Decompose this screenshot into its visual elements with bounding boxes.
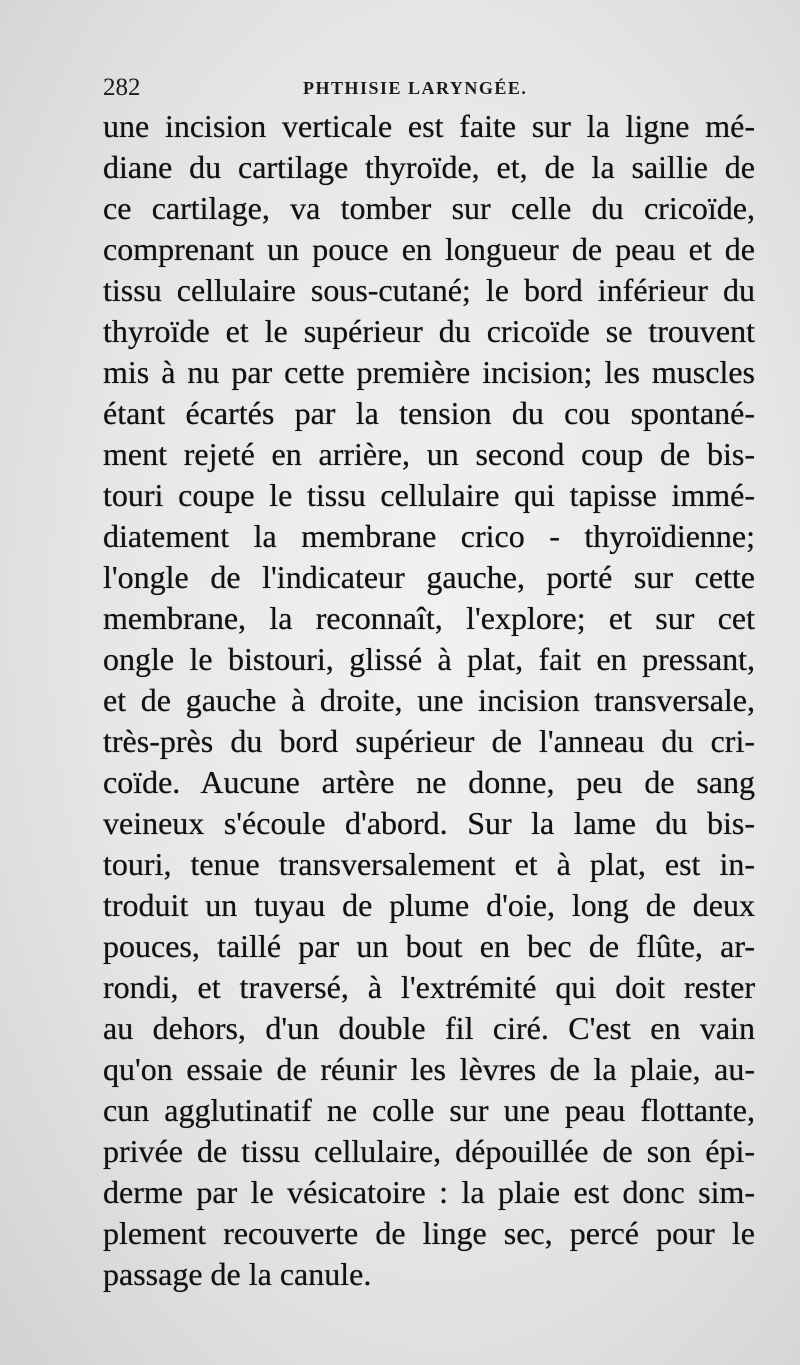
text-line: derme par le vésicatoire : la plaie est donc sim-: [103, 1174, 755, 1210]
text-line: l'ongle de l'indicateur gauche, porté sur cette: [103, 559, 755, 595]
text-line: une incision verticale est faite sur la ligne mé-: [103, 108, 755, 144]
text-line: très-près du bord supérieur de l'anneau du cri-: [103, 723, 755, 759]
running-head: [103, 74, 748, 104]
text-line: coïde. Aucune artère ne donne, peu de sang: [103, 764, 755, 800]
text-line-last: passage de la canule.: [103, 1256, 372, 1292]
text-line: privée de tissu cellulaire, dépouillée de son épi-: [103, 1133, 755, 1169]
text-line: plement recouverte de linge sec, percé pour le: [103, 1215, 755, 1251]
text-line: ce cartilage, va tomber sur celle du cricoïde,: [103, 190, 755, 226]
text-line: touri coupe le tissu cellulaire qui tapisse immé-: [103, 477, 755, 513]
text-line: tissu cellulaire sous-cutané; le bord inférieur du: [103, 272, 755, 308]
text-line: qu'on essaie de réunir les lèvres de la plaie, au-: [103, 1051, 755, 1087]
text-line: au dehors, d'un double fil ciré. C'est en vain: [103, 1010, 755, 1046]
text-line: ment rejeté en arrière, un second coup de bis-: [103, 436, 755, 472]
text-line: touri, tenue transversalement et à plat, est in-: [103, 846, 755, 882]
text-line: cun agglutinatif ne colle sur une peau flottante,: [103, 1092, 755, 1128]
text-line: ongle le bistouri, glissé à plat, fait en pressant,: [103, 641, 755, 677]
text-line: étant écartés par la tension du cou spontané-: [103, 395, 755, 431]
text-line: veineux s'écoule d'abord. Sur la lame du bis-: [103, 805, 755, 841]
page-number: 282: [103, 74, 141, 101]
text-line: et de gauche à droite, une incision transversale,: [103, 682, 755, 718]
text-line: troduit un tuyau de plume d'oie, long de deux: [103, 887, 755, 923]
text-line: membrane, la reconnaît, l'explore; et sur cet: [103, 600, 755, 636]
text-line: thyroïde et le supérieur du cricoïde se trouvent: [103, 313, 755, 349]
text-line: diatement la membrane crico - thyroïdienne;: [103, 518, 755, 554]
running-title: PHTHISIE LARYNGÉE.: [303, 78, 528, 98]
text-line: mis à nu par cette première incision; les muscles: [103, 354, 755, 390]
body-text: [103, 106, 755, 1295]
text-line: rondi, et traversé, à l'extrémité qui doit rester: [103, 969, 755, 1005]
text-line: pouces, taillé par un bout en bec de flûte, ar-: [103, 928, 755, 964]
text-line: comprenant un pouce en longueur de peau et de: [103, 231, 755, 267]
text-line: diane du cartilage thyroïde, et, de la saillie de: [103, 149, 755, 185]
